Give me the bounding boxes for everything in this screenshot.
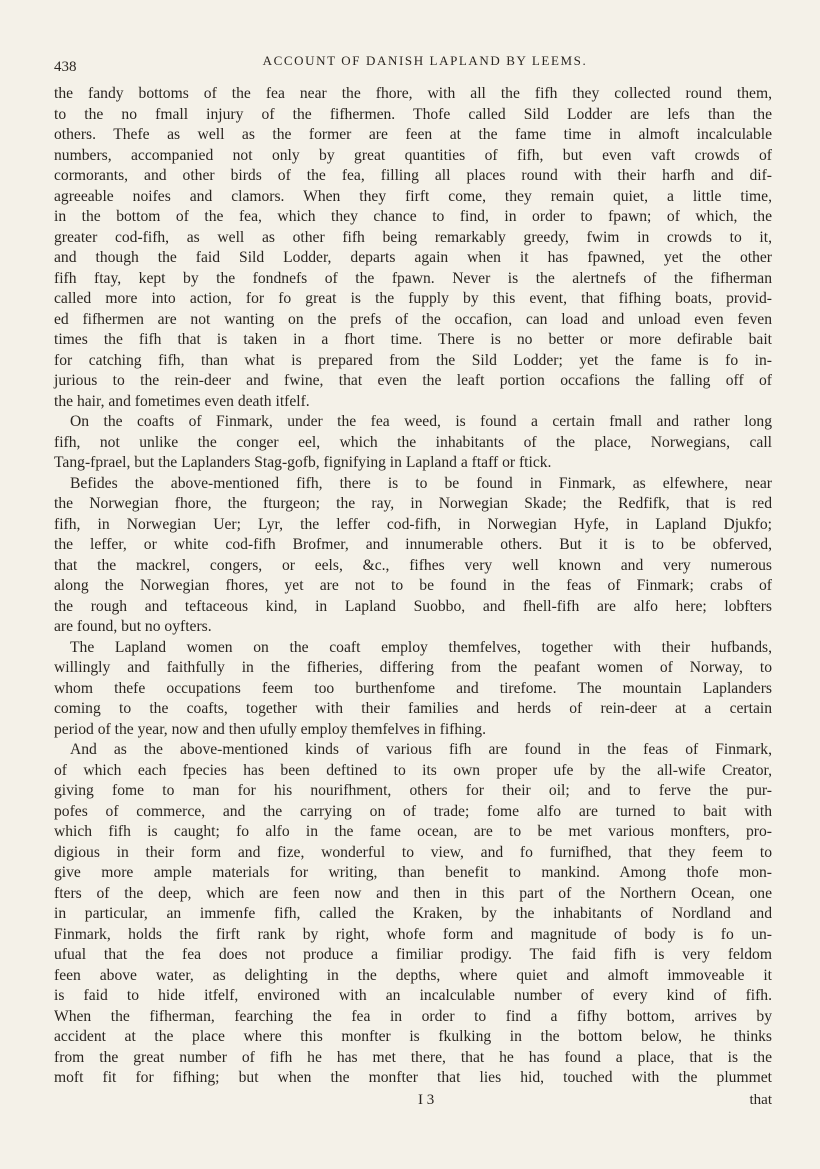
text-line: When the fifherman, fearching the fea in order to find a fifhy bottom, arrives by [54,1007,772,1025]
running-title: ACCOUNT OF DANISH LAPLAND BY LEEMS. [262,53,588,68]
text-line: fifh, not unlike the conger eel, which the inhabitants of the place, Norwegians, call [54,433,772,451]
page-header [54,52,772,78]
text-line: to the no fmall injury of the fifhermen. Thofe called Sild Lodder are lefs than the [54,105,772,123]
text-line: fifh, in Norwegian Uer; Lyr, the leffer cod-fifh, in Norwegian Hyfe, in Lapland Djukfo; [54,515,772,533]
text-line: called more into action, for fo great is the fupply by this event, that fifhing boats, provid- [54,290,772,307]
text-line: and though the faid Sild Lodder, departs again when it has fpawned, yet the other [54,249,772,266]
text-line: cormorants, and other birds of the fea, filling all places round with their harfh and dif- [54,167,772,184]
signature-mark: I 3 [418,1091,435,1108]
text-line: that the mackrel, congers, or eels, &c., fifhes very well known and very numerous [54,556,772,574]
text-line: in the bottom of the fea, which they chance to find, in order to fpawn; of which, the [54,208,772,225]
text-line: giving fome to man for his nourifhment, others for their oil; and to ferve the pur- [54,782,772,799]
text-line: jurious to the rein-deer and fwine, that even the leaft portion occafions the falling off of [54,372,772,389]
text-line: Finmark, holds the firft rank by right, whofe form and magnitude of body is fo un- [54,925,772,943]
text-line: is faid to hide itfelf, environed with an incalculable number of every kind of fifh. [54,987,772,1004]
catchword: that [749,1091,772,1108]
text-line: whom thefe occupations feem too burthenfome and tirefome. The mountain Laplanders [54,679,772,697]
text-line: coming to the coafts, together with their families and herds of rein-deer at a certain [54,700,772,717]
text-line: willingly and faithfully in the fifheries, differing from the peafant women of Norway, to [54,659,772,676]
text-line: ed fifhermen are not wanting on the prefs of the occafion, can load and unload even feven [54,310,772,328]
text-line: the Norwegian fhore, the fturgeon; the ray, in Norwegian Skade; the Redfifk, that is red [54,495,772,512]
text-line: for catching fifh, than what is prepared from the Sild Lodder; yet the fame is fo in- [54,351,772,369]
page-footer [54,1089,772,1111]
text-line: moft fit for fifhing; but when the monfter that lies hid, touched with the plummet [54,1069,772,1086]
text-line: the rough and teftaceous kind, in Lapland Suobbo, and fhell-fifh are alfo here; lobfters [54,597,772,615]
text-line: feen above water, as delighting in the depths, where quiet and almoft immoveable it [54,966,772,984]
text-line: The Lapland women on the coaft employ themfelves, together with their hufbands, [70,638,772,656]
text-line: in particular, an immenfe fifh, called the Kraken, by the inhabitants of Nordland and [54,905,772,922]
text-line: greater cod-fifh, as well as other fifh being remarkably greedy, fwim in crowds to it, [54,228,772,246]
text-line: times the fifh that is taken in a fhort time. There is no better or more defirable bait [54,331,772,348]
text-line: accident at the place where this monfter is fkulking in the bottom below, he thinks [54,1028,772,1045]
text-line: the leffer, or white cod-fifh Brofmer, and innumerable others. But it is to be obferved, [54,536,772,553]
text-line: the fandy bottoms of the fea near the fhore, with all the fifh they collected round them, [54,85,772,102]
text-line: fters of the deep, which are feen now and then in this part of the Northern Ocean, one [54,884,772,902]
text-line: numbers, accompanied not only by great quantities of fifh, but even vaft crowds of [54,146,772,164]
text-line: pofes of commerce, and the carrying on of trade; fome alfo are turned to bait with [54,802,772,820]
body-text [54,84,772,1089]
text-line: On the coafts of Finmark, under the fea weed, is found a certain fmall and rather long [70,413,772,430]
text-line: others. Thefe as well as the former are feen at the fame time in almoft incalculable [54,126,772,143]
text-line: period of the year, now and then ufully employ themfelves in fifhing. [54,720,486,738]
text-line: are found, but no oyfters. [54,618,212,635]
text-line: which fifh is caught; fo alfo in the fame ocean, are to be met various monfters, pro- [54,823,772,840]
text-line: ufual that the fea does not produce a fimiliar prodigy. The faid fifh is very feldom [54,946,772,963]
text-line: And as the above-mentioned kinds of various fifh are found in the feas of Finmark, [70,741,772,758]
text-line: from the great number of fifh he has met there, that he has found a place, that is the [54,1048,772,1066]
text-line: of which each fpecies has been deftined to its own proper ufe by the all-wife Creator, [54,761,772,779]
text-line: give more ample materials for writing, than benefit to mankind. Among thofe mon- [54,864,772,881]
text-line: Tang-fprael, but the Laplanders Stag-gofb, fignifying in Lapland a ftaff or ftick. [54,454,552,471]
text-line: agreeable noifes and clamors. When they firft come, they remain quiet, a little time, [54,187,772,205]
text-line: along the Norwegian fhores, yet are not to be found in the feas of Finmark; crabs of [54,577,772,594]
page-number: 438 [54,59,77,75]
text-line: Befides the above-mentioned fifh, there is to be found in Finmark, as elfewhere, near [70,474,772,492]
text-line: fifh ftay, kept by the fondnefs of the fpawn. Never is the alertnefs of the fifherman [54,269,772,287]
text-line: the hair, and fometimes even death itfelf. [54,392,310,410]
text-line: digious in their form and fize, wonderful to view, and fo furnifhed, that they feem to [54,843,772,861]
